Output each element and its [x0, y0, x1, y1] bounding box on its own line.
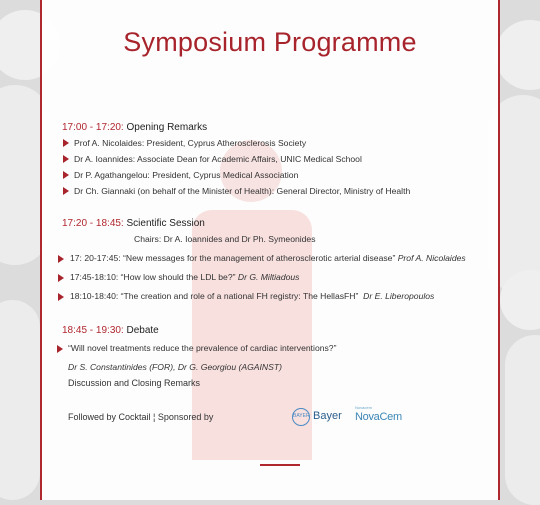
opening-heading: Opening Remarks	[126, 122, 208, 133]
debate-question: “Will novel treatments reduce the prevalence of cardiac interventions?”	[68, 343, 337, 353]
talk-title: “How low should the LDL be?”	[120, 272, 236, 282]
debate-heading: Debate	[126, 325, 159, 336]
chairs: Chairs: Dr A. Ioannides and Dr Ph. Symeonides	[134, 234, 316, 244]
debate-header	[62, 325, 159, 336]
divider	[260, 464, 300, 466]
list-item: Dr Ch. Giannaki (on behalf of the Minister of Health): General Director, Ministry of Health	[74, 186, 411, 196]
talk-speaker: Dr G. Miltiadous	[237, 272, 300, 282]
background-figure	[505, 335, 540, 505]
programme-panel	[40, 0, 500, 500]
talk-speaker: Prof A. Nicolaides	[397, 253, 466, 263]
list-item: Dr P. Agathangelou: President, Cyprus Medical Association	[74, 170, 299, 180]
background-figure	[495, 20, 540, 90]
debate-speakers: Dr S. Constantinides (FOR), Dr G. Georgiou (AGAINST)	[68, 362, 282, 372]
bayer-logo-icon: BAYER	[292, 408, 310, 426]
scientific-header	[62, 218, 205, 229]
bullet-icon	[58, 293, 64, 301]
bullet-icon	[58, 255, 64, 263]
talk-title: “New messages for the management of atherosclerotic arterial disease”	[123, 253, 396, 263]
novacem-tag: Novacem	[355, 405, 372, 410]
novacem-logo: NovaCem	[355, 411, 402, 423]
bayer-logo-text: Bayer	[313, 410, 342, 422]
talk-item	[70, 253, 466, 263]
list-item: Dr A. Ioannides: Associate Dean for Academic Affairs, UNIC Medical School	[74, 154, 362, 164]
talk-time: 17:45-18:10:	[70, 272, 119, 282]
talk-time: 17: 20-17:45:	[70, 253, 121, 263]
sponsor-line: Followed by Cocktail ¦ Sponsored by	[68, 412, 214, 422]
opening-header	[62, 122, 207, 133]
closing-remarks: Discussion and Closing Remarks	[68, 378, 201, 388]
talk-speaker: Dr E. Liberopoulos	[363, 291, 435, 301]
list-item: Prof A. Nicolaides: President, Cyprus Atherosclerosis Society	[74, 138, 307, 148]
opening-time: 17:00 - 17:20:	[62, 122, 124, 133]
bullet-icon	[63, 187, 69, 195]
page-title: Symposium Programme	[123, 27, 417, 57]
background-figure	[0, 300, 40, 500]
talk-item	[70, 291, 434, 301]
scientific-time: 17:20 - 18:45:	[62, 218, 124, 229]
bullet-icon	[58, 274, 64, 282]
scientific-heading: Scientific Session	[126, 218, 205, 229]
bullet-icon	[63, 139, 69, 147]
bullet-icon	[57, 345, 63, 353]
debate-time: 18:45 - 19:30:	[62, 325, 124, 336]
bullet-icon	[63, 155, 69, 163]
talk-item	[70, 272, 299, 282]
talk-time: 18:10-18:40:	[70, 291, 119, 301]
talk-title: “The creation and role of a national FH registry: The HellasFH”	[120, 291, 359, 301]
bullet-icon	[63, 171, 69, 179]
